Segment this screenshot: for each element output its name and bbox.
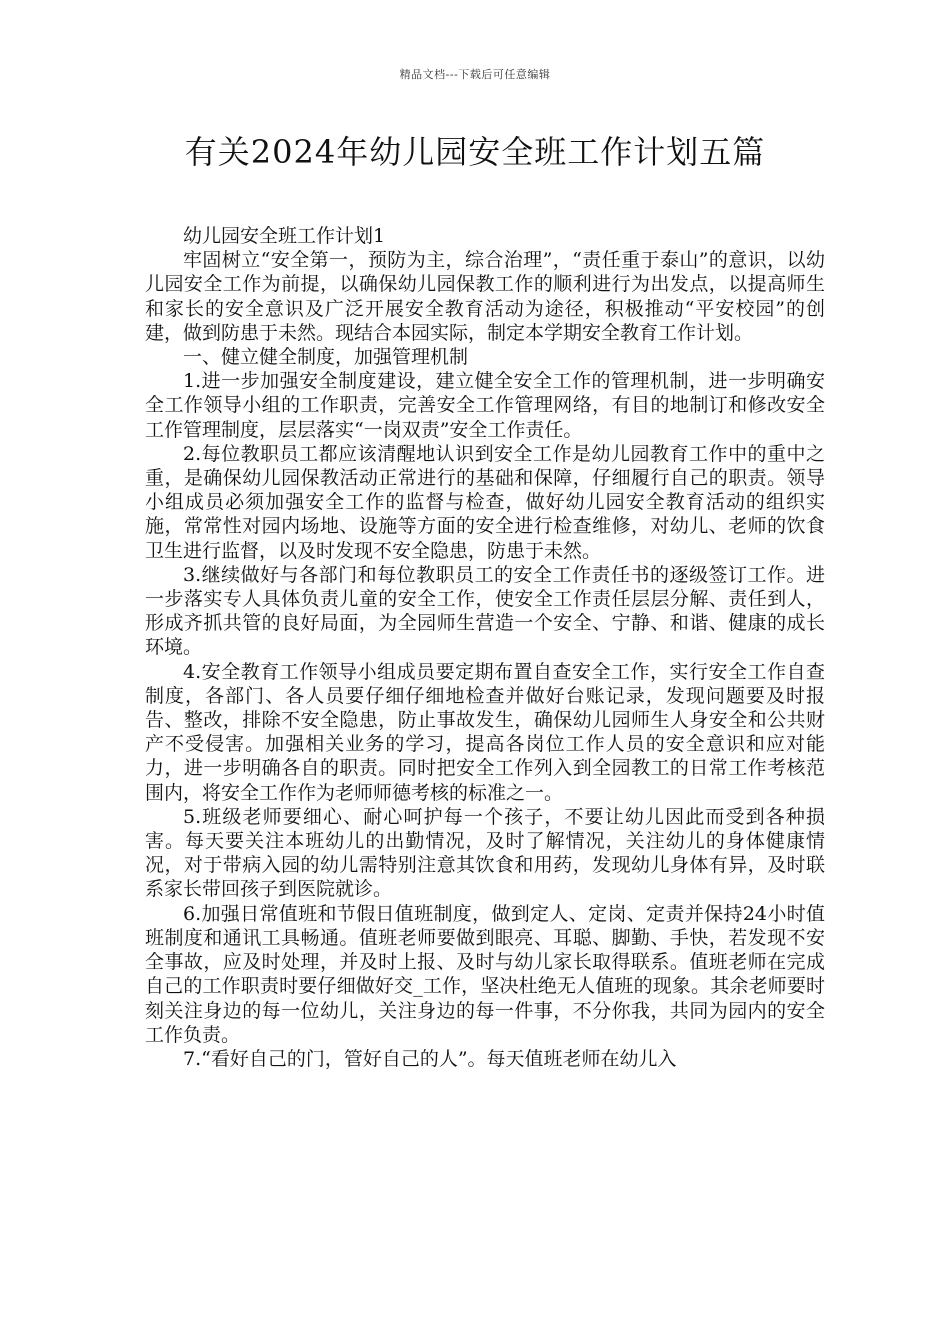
body-paragraph-6: 6.加强日常值班和节假日值班制度，做到定人、定岗、定责并保持24小时值班制度和通讯工具畅通。值班老师要做到眼亮、耳聪、脚勤、手快，若发现不安全事故，应及时处理，并及时上报、及时与幼儿家长取得联系。值班老师在完成自己的工作职责时要仔细做好交_工作，坚决杜绝无人值班的现象。其余老师要时刻关注身边的每一位幼儿，关注身边的每一件事，不分你我，共同为园内的安全工作负责。 bbox=[145, 902, 825, 1046]
header-note: 精品文档---下载后可任意编辑 bbox=[399, 68, 551, 81]
body-paragraph-5: 5.班级老师要细心、耐心呵护每一个孩子，不要让幼儿因此而受到各种损害。每天要关注本班幼儿的出勤情况，及时了解情况，关注幼儿的身体健康情况，对于带病入园的幼儿需特别注意其饮食和用药，发现幼儿身体有异，及时联系家长带回孩子到医院就诊。 bbox=[145, 805, 825, 901]
intro-paragraph: 牢固树立“安全第一，预防为主，综合治理”，“责任重于泰山”的意识，以幼儿园安全工作为前提，以确保幼儿园保教工作的顺利进行为出发点，以提高师生和家长的安全意识及广泛开展安全教育活动为途径，积极推动“平安校园”的创建，做到防患于未然。现结合本园实际，制定本学期安全教育工作计划。 bbox=[145, 249, 825, 344]
body-paragraph-2: 2.每位教职员工都应该清醒地认识到安全工作是幼儿园教育工作中的重中之重，是确保幼儿园保教活动正常进行的基础和保障，仔细履行自己的职责。领导小组成员必须加强安全工作的监督与检查，做好幼儿园安全教育活动的组织实施，常常性对园内场地、设施等方面的安全进行检查维修，对幼儿、老师的饮食卫生进行监督，以及时发现不安全隐患，防患于未然。 bbox=[145, 442, 825, 562]
body-paragraph-7: 7.“看好自己的门，管好自己的人”。每天值班老师在幼儿入 bbox=[183, 1047, 677, 1070]
document-body bbox=[145, 224, 825, 1071]
body-paragraph-4: 4.安全教育工作领导小组成员要定期布置自查安全工作，实行安全工作自查制度，各部门、各人员要仔细仔细地检查并做好台账记录，发现问题要及时报告、整改，排除不安全隐患，防止事故发生，确保幼儿园师生人身安全和公共财产不受侵害。加强相关业务的学习，提高各岗位工作人员的安全意识和应对能力，进一步明确各自的职责。同时把安全工作列入到全园教工的日常工作考核范围内，将安全工作作为老师师德考核的标准之一。 bbox=[145, 660, 825, 804]
section-heading-plan-1: 幼儿园安全班工作计划1 bbox=[183, 225, 386, 247]
section-heading-system: 一、健立健全制度，加强管理机制 bbox=[183, 346, 469, 369]
body-paragraph-1: 1.进一步加强安全制度建设，建立健全安全工作的管理机制，进一步明确安全工作领导小组的工作职责，完善安全工作管理网络，有目的地制订和修改安全工作管理制度，层层落实“一岗双责”安全工作责任。 bbox=[145, 370, 825, 441]
document-title: 有关2024年幼儿园安全班工作计划五篇 bbox=[184, 133, 766, 171]
body-paragraph-3: 3.继续做好与各部门和每位教职员工的安全工作责任书的逐级签订工作。进一步落实专人具体负责儿童的安全工作，使安全工作责任层层分解、责任到人，形成齐抓共管的良好局面，为全园师生营造一个安全、宁静、和谐、健康的成长环境。 bbox=[145, 563, 825, 659]
